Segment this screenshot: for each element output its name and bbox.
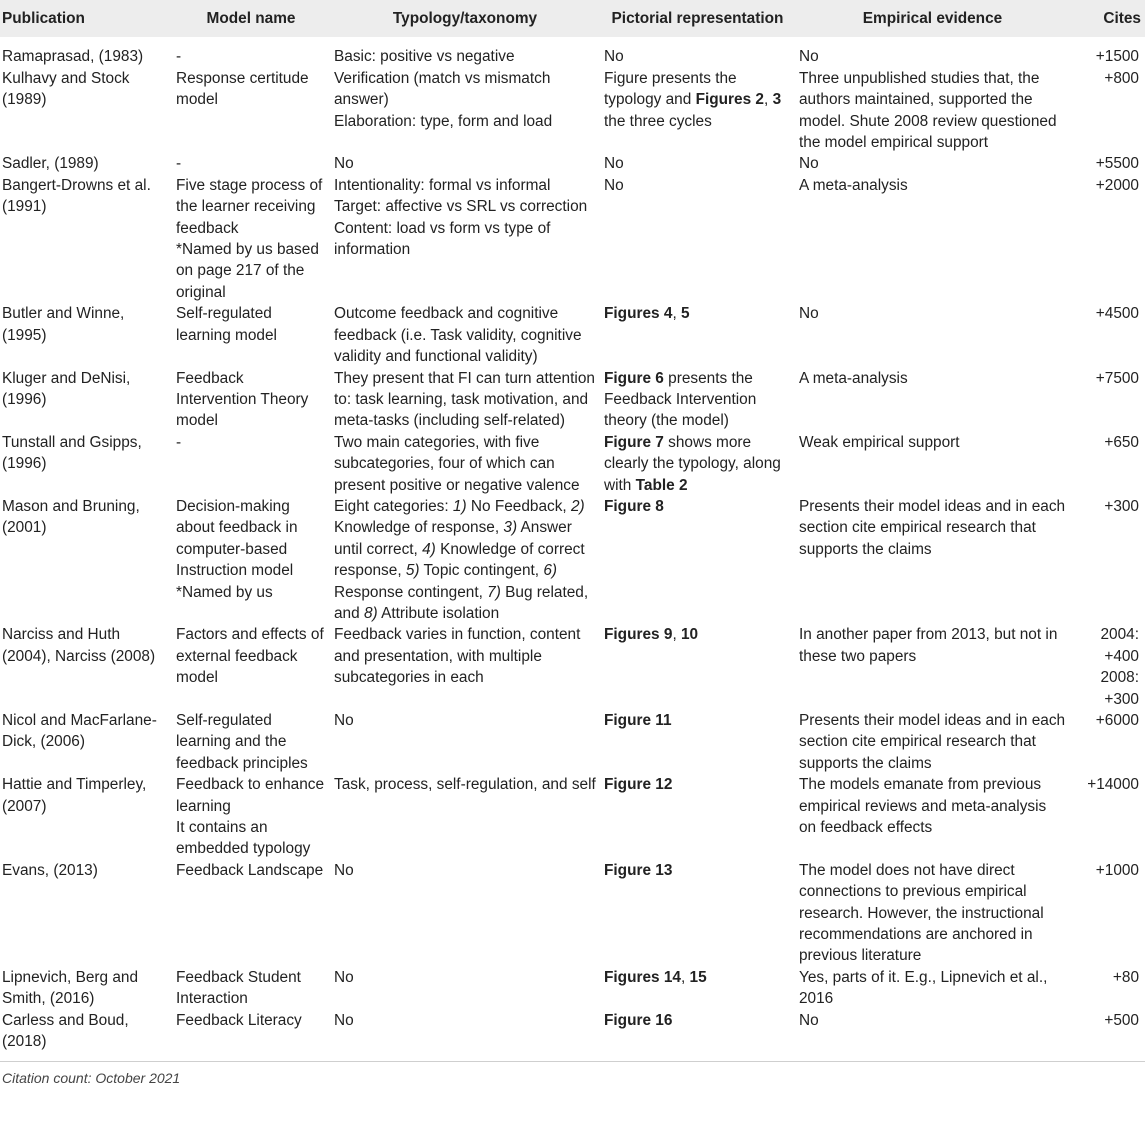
model-line: Feedback to enhance learning <box>176 776 325 815</box>
figure-ref: Figure 6 <box>604 369 664 387</box>
cell-model: - <box>176 433 182 451</box>
table-row <box>0 303 1145 367</box>
cell-publication: Ramaprasad, (1983) <box>2 48 144 66</box>
cell-cites: +14000 <box>1087 776 1139 794</box>
cell-model: Response certitude model <box>176 69 309 109</box>
cell-publication: Butler and Winne, (1995) <box>2 305 125 344</box>
cell-model <box>172 175 330 303</box>
typology-text: Response contingent, <box>334 583 488 601</box>
header-typology: Typology/taxonomy <box>330 0 600 37</box>
cell-typology: No <box>334 1011 354 1029</box>
header-empirical: Empirical evidence <box>795 0 1070 37</box>
table-row <box>0 68 1145 154</box>
model-line: Five stage process of the learner receiving feedback <box>176 176 323 237</box>
typology-line: Elaboration: type, form and load <box>334 112 553 130</box>
figure-ref: Figure 12 <box>604 776 673 794</box>
enum-marker: 8) <box>363 604 378 622</box>
header-cites: Cites <box>1070 0 1145 37</box>
cell-empirical: Three unpublished studies that, the authors maintained, supported the model. Shute 2008 review questioned the model empirical support <box>799 69 1057 152</box>
cell-typology: Feedback varies in function, content and presentation, with multiple subcategories in each <box>334 626 581 687</box>
cell-cites: +500 <box>1104 1011 1139 1029</box>
cell-empirical: A meta-analysis <box>799 176 908 194</box>
cell-model: Self-regulated learning and the feedback principles <box>176 712 308 772</box>
cell-model <box>172 496 330 624</box>
cell-pictorial <box>600 432 795 496</box>
cell-pictorial: No <box>604 176 624 194</box>
typology-line: Target: affective vs SRL vs correction <box>334 198 588 216</box>
cell-pictorial <box>600 303 795 367</box>
cites-line: 2004: <box>1100 626 1139 644</box>
cell-cites: +300 <box>1104 497 1139 515</box>
cell-cites: +4500 <box>1095 305 1139 323</box>
pictorial-sep: , <box>764 91 773 109</box>
cell-typology: Two main categories, with five subcategories, four of which can present positive or negative valence <box>334 433 580 494</box>
cell-pictorial: No <box>604 155 624 173</box>
cell-pictorial <box>600 496 795 624</box>
cell-typology: They present that FI can turn attention to: task learning, task motivation, and meta-tasks (including self-related) <box>334 369 595 430</box>
table-row <box>0 153 1145 174</box>
cell-publication: Hattie and Timperley, (2007) <box>2 776 147 815</box>
typology-text: Knowledge of response, <box>334 519 504 537</box>
cell-pictorial <box>600 68 795 154</box>
cell-cites: +5500 <box>1095 155 1139 173</box>
cell-publication: Sadler, (1989) <box>2 155 99 173</box>
cell-model: Feedback Intervention Theory model <box>176 369 309 430</box>
figure-ref: Figure 13 <box>604 861 673 879</box>
cell-model: - <box>176 155 182 173</box>
figure-ref: Figures 4 <box>604 305 673 323</box>
cell-pictorial <box>600 1010 795 1053</box>
cell-publication: Kluger and DeNisi, (1996) <box>2 369 131 408</box>
cell-pictorial <box>600 624 795 710</box>
table-body <box>0 37 1145 1052</box>
cell-empirical: The model does not have direct connections to previous empirical research. However, the instructional recommendations are anchored in previous literature <box>799 861 1044 965</box>
cell-pictorial <box>600 774 795 860</box>
cell-publication: Bangert-Drowns et al. (1991) <box>2 176 151 216</box>
cell-publication: Tunstall and Gsipps, (1996) <box>2 433 142 473</box>
model-line: *Named by us <box>176 583 273 601</box>
table-row <box>0 1010 1145 1053</box>
cell-pictorial <box>600 860 795 967</box>
cell-typology: Outcome feedback and cognitive feedback (i.e. Task validity, cognitive validity and functional validity) <box>334 305 582 366</box>
figure-ref: Figures 14 <box>604 968 681 986</box>
typology-text: Knowledge of correct response, <box>334 540 585 580</box>
cell-model: Self-regulated learning model <box>176 305 277 344</box>
header-publication: Publication <box>0 0 172 37</box>
figure-ref: Figures 9 <box>604 626 673 644</box>
model-line: *Named by us based on page 217 of the original <box>176 241 319 301</box>
table-ref: Table 2 <box>635 476 688 494</box>
cites-line: +300 <box>1104 690 1139 708</box>
cell-typology: Task, process, self-regulation, and self <box>334 776 596 794</box>
typology-text: Eight categories: <box>334 497 453 515</box>
cell-empirical: No <box>799 1011 819 1029</box>
figure-ref: 5 <box>681 305 690 323</box>
typology-text: Answer until correct, <box>334 519 572 558</box>
table-row <box>0 860 1145 967</box>
typology-text: Topic contingent, <box>419 562 544 580</box>
enum-marker: 4) <box>422 540 436 558</box>
enum-marker: 1) <box>452 497 467 515</box>
cell-model: - <box>176 48 182 66</box>
cell-cites: +1000 <box>1095 861 1139 879</box>
cell-cites <box>1070 624 1145 710</box>
figure-ref: 15 <box>689 968 707 986</box>
typology-line: Content: load vs form vs type of information <box>334 219 551 259</box>
pictorial-sep: , <box>672 305 681 323</box>
cell-pictorial <box>600 710 795 774</box>
cell-publication: Nicol and MacFarlane-Dick, (2006) <box>2 712 157 751</box>
cell-empirical: Presents their model ideas and in each section cite empirical research that supports the claims <box>799 497 1066 558</box>
figure-ref: 10 <box>681 626 699 644</box>
cell-typology <box>330 68 600 154</box>
table-row <box>0 774 1145 860</box>
figure-ref: 3 <box>772 91 782 109</box>
cell-typology: No <box>334 968 354 986</box>
table-row <box>0 37 1145 67</box>
cell-model: Feedback Literacy <box>176 1011 302 1029</box>
enum-marker: 7) <box>487 583 501 601</box>
typology-line: Verification (match vs mismatch answer) <box>334 69 551 109</box>
figure-ref: Figure 8 <box>604 497 664 515</box>
cell-publication: Kulhavy and Stock (1989) <box>2 69 130 109</box>
cell-empirical: No <box>799 48 819 66</box>
cell-empirical: No <box>799 155 819 173</box>
table-row <box>0 496 1145 624</box>
cell-typology: Basic: positive vs negative <box>334 48 515 66</box>
cell-empirical: No <box>799 305 819 323</box>
cell-empirical: In another paper from 2013, but not in these two papers <box>799 626 1058 665</box>
cell-cites: +650 <box>1104 433 1139 451</box>
cell-pictorial: No <box>604 48 624 66</box>
pictorial-text: Figure presents the typology and <box>604 69 737 109</box>
typology-text: No Feedback, <box>466 497 571 515</box>
cell-typology: No <box>334 861 354 879</box>
enum-marker: 5) <box>405 562 420 580</box>
cell-publication: Narciss and Huth (2004), Narciss (2008) <box>2 626 156 665</box>
figure-ref: Figure 11 <box>604 712 672 729</box>
model-line: Decision-making about feedback in computer-based Instruction model <box>176 497 298 580</box>
table-header <box>0 0 1145 37</box>
cell-cites: +1500 <box>1095 48 1139 66</box>
pictorial-text: presents the Feedback Intervention theory (the model) <box>604 369 757 430</box>
typology-line: Intentionality: formal vs informal <box>334 176 551 194</box>
pictorial-sep: , <box>672 626 681 644</box>
pictorial-text: the three cycles <box>604 112 712 130</box>
table-footnote: Citation count: October 2021 <box>2 1069 181 1086</box>
cell-empirical: Yes, parts of it. E.g., Lipnevich et al., 2016 <box>799 968 1048 1008</box>
cell-cites: +80 <box>1112 968 1139 986</box>
figure-ref: Figures 2 <box>695 91 764 109</box>
figure-ref: Figure 7 <box>604 433 664 451</box>
pictorial-text: shows more clearly the typology, along with <box>604 433 781 494</box>
cell-empirical: Weak empirical support <box>799 433 960 451</box>
enum-marker: 2) <box>570 497 585 515</box>
header-pictorial: Pictorial representation <box>600 0 795 37</box>
table-row <box>0 710 1145 774</box>
table-row <box>0 175 1145 303</box>
cell-publication: Carless and Boud, (2018) <box>2 1011 129 1051</box>
cell-empirical: The models emanate from previous empirical reviews and meta-analysis on feedback effects <box>799 776 1047 837</box>
cell-publication: Mason and Bruning, (2001) <box>2 497 140 537</box>
cell-model <box>172 774 330 860</box>
cell-model: Feedback Landscape <box>176 861 324 879</box>
pictorial-sep: , <box>680 968 690 986</box>
cell-pictorial <box>600 967 795 1010</box>
cites-line: +400 <box>1104 647 1139 665</box>
cell-cites: +2000 <box>1095 176 1139 194</box>
cell-publication: Lipnevich, Berg and Smith, (2016) <box>2 968 139 1008</box>
enum-marker: 6) <box>543 562 558 580</box>
model-line: It contains an embedded typology <box>176 819 311 858</box>
cell-pictorial <box>600 368 795 432</box>
typology-text: Attribute isolation <box>377 604 500 622</box>
table-row <box>0 432 1145 496</box>
cell-typology <box>330 175 600 303</box>
header-model-name: Model name <box>172 0 330 37</box>
table-row <box>0 624 1145 710</box>
typology-text: Bug related, and <box>334 583 589 622</box>
cell-empirical: Presents their model ideas and in each section cite empirical research that supports the claims <box>799 712 1066 772</box>
cites-line: 2008: <box>1100 669 1139 687</box>
figure-ref: Figure 16 <box>604 1011 673 1029</box>
cell-cites: +7500 <box>1095 369 1139 387</box>
cell-cites: +6000 <box>1095 712 1139 729</box>
cell-empirical: A meta-analysis <box>799 369 908 387</box>
cell-publication: Evans, (2013) <box>2 861 98 879</box>
enum-marker: 3) <box>503 519 518 537</box>
cell-typology <box>330 496 600 624</box>
table-row <box>0 967 1145 1010</box>
table-row <box>0 368 1145 432</box>
cell-typology: No <box>334 155 354 173</box>
cell-typology: No <box>334 712 354 729</box>
cell-model: Factors and effects of external feedback model <box>176 626 324 687</box>
cell-cites: +800 <box>1104 69 1139 87</box>
cell-model: Feedback Student Interaction <box>176 968 301 1008</box>
